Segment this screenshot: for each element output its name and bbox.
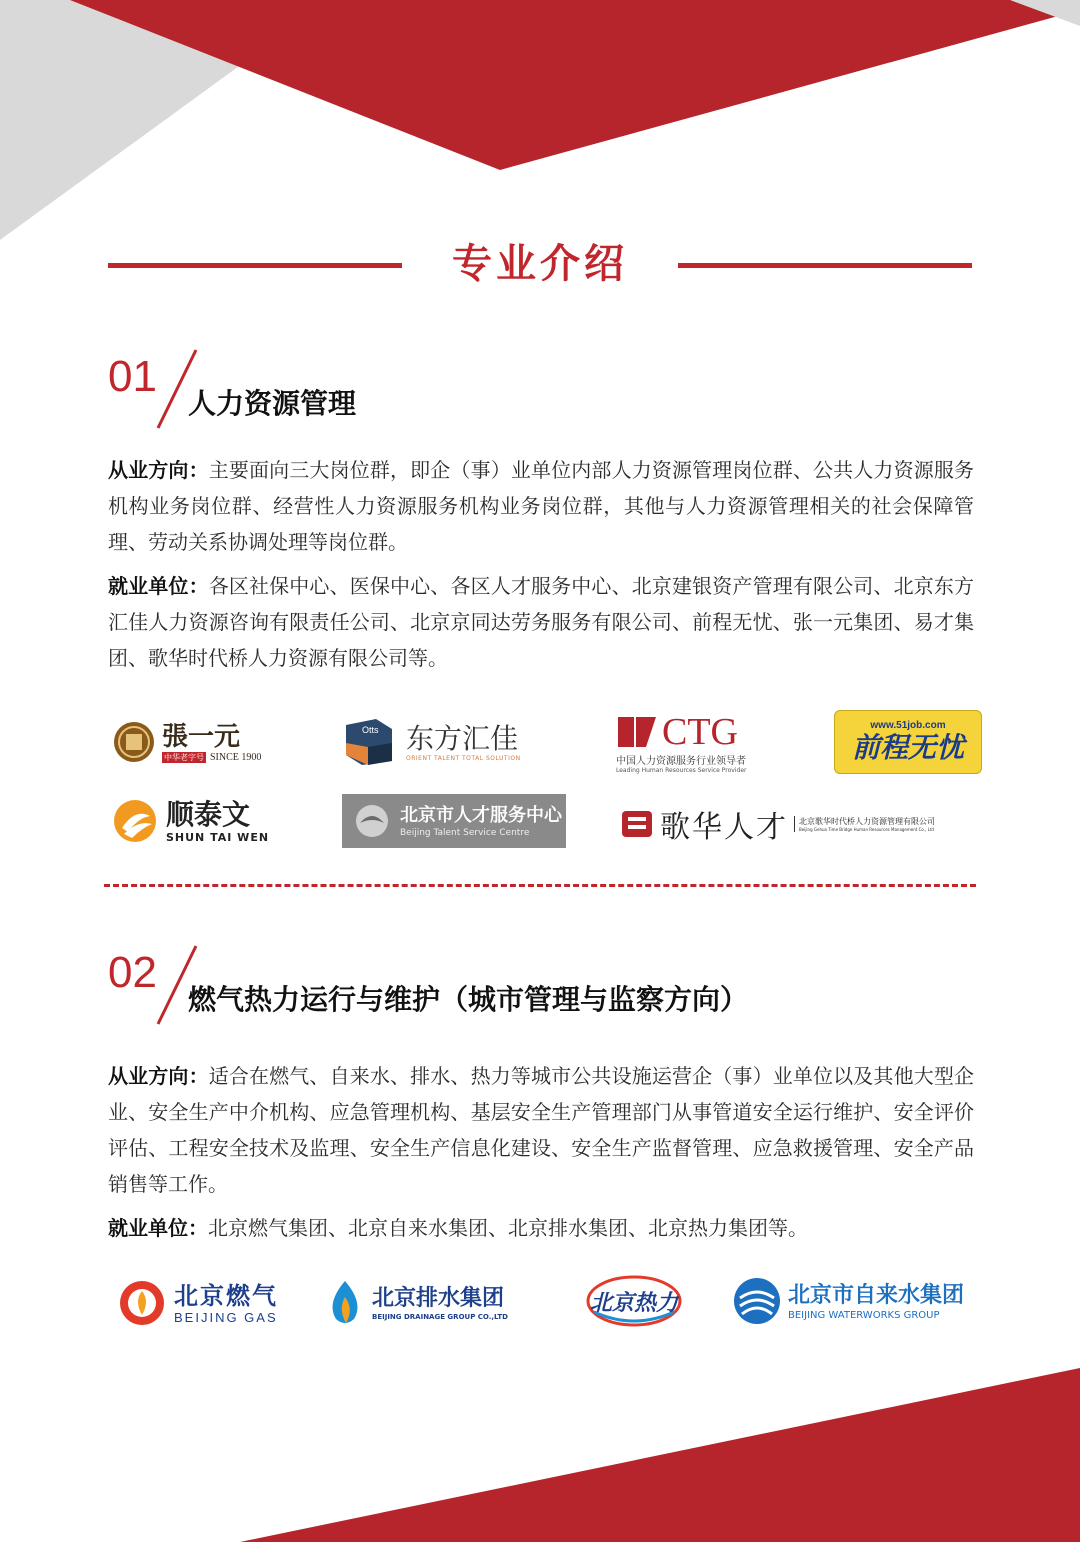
section-02-header [108,948,988,1028]
title-rule-left [108,263,402,268]
section-title: 人力资源管理 [188,387,357,420]
section-01-header [108,352,988,432]
logo-name: 北京燃气 [174,1281,278,1310]
logo-seal-text: 中华老字号 [164,752,204,762]
logo-sub-english: Beijing Gehua Time Bridge Human Resources Management Co., Ltd [799,827,934,832]
paragraph-text: 北京燃气集团、北京自来水集团、北京排水集团、北京热力集团等。 [208,1216,808,1240]
section-separator [104,884,976,887]
seal-icon [112,720,156,764]
logo-name: 歌华人才 [660,810,788,845]
title-rule-right [678,263,972,268]
logo-51job [834,710,982,774]
page-title: 专业介绍 [452,241,628,287]
logo-name: 北京排水集团 [372,1286,505,1311]
logo-name: 北京热力 [589,1290,678,1316]
paragraph-text: 适合在燃气、自来水、排水、热力等城市公共设施运营企（事）业单位以及其他大型企业、安全生产中介机构、应急管理机构、基层安全生产管理部门从事管道安全运行维护、安全评价评估、工程安全技术及监理、安全生产信息化建设、安全生产监督管理、应急救援管理、安全产品销售等工作。 [108,1064,975,1196]
logo-url: www.51job.com [870,719,946,731]
logo-sub: 中国人力资源服务行业领导者 [616,756,746,767]
otts-cube-icon [342,717,396,767]
paragraph-text: 各区社保中心、医保中心、各区人才服务中心、北京建银资产管理有限公司、北京东方汇佳人力资源咨询有限责任公司、北京京同达劳务服务有限公司、前程无忧、张一元集团、易才集团、歌华时代桥人力资源有限公司等。 [108,574,975,670]
logo-sub: Beijing Talent Service Centre [400,828,530,838]
paragraph-label: 从业方向： [108,458,209,482]
logo-name: 前程无忧 [851,730,964,764]
section-title: 燃气热力运行与维护（城市管理与监察方向） [188,983,749,1016]
talent-centre-icon [352,801,392,841]
logo-name: CTG [662,711,738,753]
logo-beijing-waterworks [732,1272,965,1330]
paragraph-label: 就业单位： [108,574,209,598]
logo-beijing-talent-centre [342,794,566,848]
page-title-row [108,232,972,296]
logo-sub: 北京歌华时代桥人力资源管理有限公司 [799,817,935,826]
logo-ctg [616,708,786,778]
logo-sub: ORIENT TALENT TOTAL SOLUTION [406,754,521,762]
employer-paragraph [108,568,974,676]
logo-dongfanghuijia [342,714,542,770]
logo-name: 顺泰文 [166,797,251,831]
flame-ring-icon [112,798,158,844]
logo-name: 張一元 [162,721,241,752]
logo-sub: BEIJING GAS [174,1309,278,1325]
employer-paragraph [108,1210,974,1246]
paragraph-label: 就业单位： [108,1216,208,1240]
paragraph-text: 主要面向三大岗位群，即企（事）业单位内部人力资源管理岗位群、公共人力资源服务机构业务岗位群、经营性人力资源服务机构业务岗位群，其他与人力资源管理相关的社会保障管理、劳动关系协调处理等岗位群。 [108,458,975,554]
logo-name: 北京市人才服务中心 [400,805,562,826]
section-number: 02 [108,948,157,997]
logo-gehua-talent [620,804,976,844]
gas-flame-icon [118,1279,166,1327]
logo-beijing-gas [118,1276,308,1330]
logo-zhangyiyuan [112,712,272,772]
section-number: 01 [108,352,157,401]
logo-mark-text: Otts [362,725,379,735]
logo-beijing-drainage [324,1276,534,1330]
logo-sub: BEIJING DRAINAGE GROUP CO.,LTD [372,1313,508,1321]
logo-name: 东方汇佳 [406,721,519,755]
career-direction-paragraph [108,452,974,560]
waterworks-globe-icon [732,1276,782,1326]
paragraph-label: 从业方向： [108,1064,209,1088]
logo-sub: SHUN TAI WEN [166,830,270,844]
water-drop-icon [324,1279,366,1327]
logo-name: 北京市自来水集团 [788,1282,965,1308]
ctg-mark-icon [616,713,658,751]
gehua-mark-icon [620,807,654,841]
logo-shuntaiwen [112,796,272,846]
logo-sub: SINCE 1900 [210,751,262,763]
logo-beijing-heating [584,1272,684,1330]
logo-sub: BEIJING WATERWORKS GROUP [788,1309,940,1321]
logo-sub-english: Leading Human Resources Service Provider [616,767,747,774]
career-direction-paragraph [108,1058,974,1202]
